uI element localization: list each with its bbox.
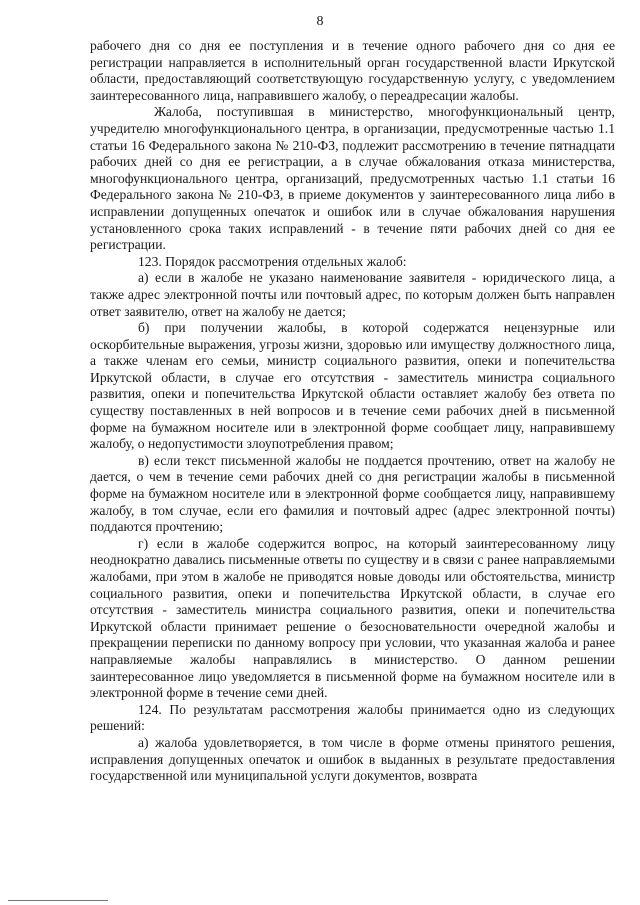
paragraph-123-a: а) если в жалобе не указано наименование заявителя - юридического лица, а также адрес электронной почты или почтовый адрес, по которым должен быть направлен ответ заявителю, ответ на жалобу не дается; xyxy=(90,270,615,319)
paragraph-123-heading: 123. Порядок рассмотрения отдельных жалоб: xyxy=(138,253,407,269)
document-body xyxy=(90,38,615,785)
footnote-divider xyxy=(8,900,108,901)
paragraph-123-g: г) если в жалобе содержится вопрос, на который заинтересованному лицу неоднократно давались письменные ответы по существу и в связи с ранее направляемыми жалобами, при этом в жалобе не приводятся новые доводы или обстоятельства, министр социального развития, опеки и попечительства Иркутской области, в случае его отсутствия - заместитель министра социального развития, опеки и попечительства Иркутской области принимает решение о безосновательности очередной жалобы и прекращении переписки по данному вопросу при условии, что указанная жалоба и ранее направляемые жалобы направлялись в министерство. О данном решении заинтересованное лицо уведомляется в письменной форме на бумажном носителе или в электронной форме в течение семи дней. xyxy=(90,535,615,701)
paragraph-124-heading: 124. По результатам рассмотрения жалобы принимается одно из следующих решений: xyxy=(90,701,615,734)
paragraph-complaint-terms: Жалоба, поступившая в министерство, многофункциональный центр, учредителю многофункционального центра, в организации, предусмотренные частью 1.1 статьи 16 Федерального закона № 210-ФЗ, подлежит рассмотрению в течение пятнадцати рабочих дней со дня ее регистрации, а в случае обжалования отказа министерства, многофункционального центра, организаций, предусмотренных частью 1.1 статьи 16 Федерального закона № 210-ФЗ, в приеме документов у заинтересованного лица либо в исправлении допущенных опечаток и ошибок или в случае обжалования нарушения установленного срока таких исправлений - в течение пяти рабочих дней со дня ее регистрации. xyxy=(90,104,615,253)
paragraph-123-v: в) если текст письменной жалобы не поддается прочтению, ответ на жалобу не дается, о чем в течение семи рабочих дней со дня регистрации жалобы в письменной форме на бумажном носителе или в электронной форме сообщается лицу, направившему жалобу, в том случае, если его фамилия и почтовый адрес (адрес электронной почты) поддаются прочтению; xyxy=(90,452,615,535)
page-number: 8 xyxy=(316,14,324,29)
paragraph-124-a: а) жалоба удовлетворяется, в том числе в форме отмены принятого решения, исправления допущенных опечаток и ошибок в выданных в результате предоставления государственной или муниципальной услуги документов, возврата xyxy=(90,734,615,784)
paragraph-continuation: рабочего дня со дня ее поступления и в течение одного рабочего дня со дня ее регистрации направляется в исполнительный орган государственной власти Иркутской области, предоставляющий соответствующую государственную услугу, с уведомлением заинтересованного лица, направившего жалобу, о переадресации жалобы. xyxy=(90,38,615,103)
paragraph-123-b: б) при получении жалобы, в которой содержатся нецензурные или оскорбительные выражения, угрозы жизни, здоровью или имуществу должностного лица, а также членам его семьи, министр социального развития, опеки и попечительства Иркутской области, в случае его отсутствия - заместитель министра социального развития, опеки и попечительства Иркутской области оставляет жалобу без ответа по существу поставленных в ней вопросов и в течение семи рабочих дней в письменной форме на бумажном носителе или в электронной форме сообщает лицу, направившему жалобу, о недопустимости злоупотребления правом; xyxy=(90,320,615,452)
